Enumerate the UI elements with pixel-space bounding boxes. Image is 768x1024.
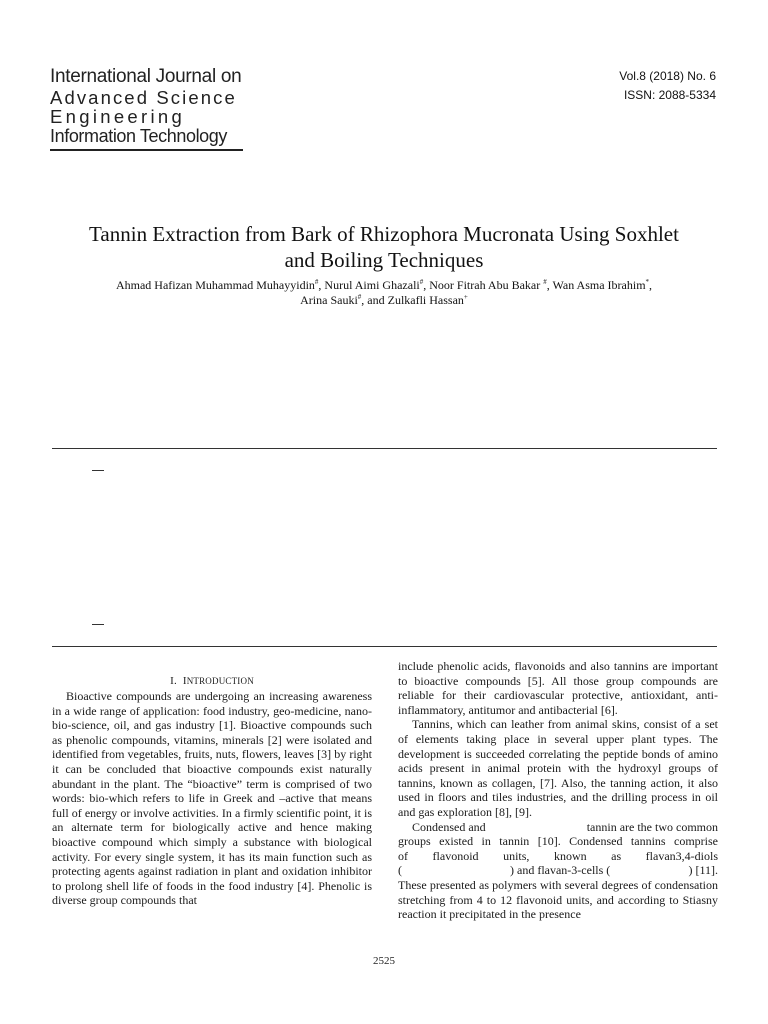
keywords-dash [92, 624, 104, 625]
left-column [52, 689, 372, 908]
right-column [398, 659, 718, 922]
author-name: Arina Sauki [300, 293, 358, 307]
journal-name-line4: Information Technology [50, 126, 227, 146]
title-line-2: and Boiling Techniques [284, 248, 484, 272]
section-heading-introduction [52, 675, 372, 687]
affiliation-mark: * [645, 278, 650, 286]
affiliation-mark: # [357, 293, 362, 301]
affiliation-mark: # [314, 278, 319, 286]
volume-info [619, 67, 716, 105]
journal-name-line2: Advanced Science [50, 87, 237, 108]
journal-logo [50, 66, 243, 151]
issn-label: ISSN: 2088-5334 [623, 88, 716, 102]
abstract-top-rule [52, 448, 717, 449]
intro-paragraph: Bioactive compounds are undergoing an increasing awareness in a wide range of application: food industry, geo-medicine, nano-bio-science, oil, and gas industry [1]. Bioactive compounds such as phenolic compounds, vitamins, minerals [2] were isolated and identified from vegetables, fruits, nuts, flowers, leaves [3] by right it can be concluded that bioactive compounds exist naturally abundant in the plant. The “bioactive” term is comprised of two words: bio-which refers to life in Greek and –active that means full of energy or involve activities. In a firmly scientific point, it is an alternate term for biologically active and hence making bioactive compound which simply a substance with biological activity. For every single system, it has its main function such as protecting agents against radiation in plant and oxidation inhibitor to prolong shell life of foods in the food industry [4]. Phenolic is diverse group compounds that [52, 689, 372, 908]
author-line-1 [40, 278, 728, 293]
journal-name-line3: Engineering [50, 106, 186, 127]
affiliation-mark: # [543, 278, 547, 286]
tannins-paragraph: Tannins, which can leather from animal skins, consist of a set of elements taking place in several upper plant types. The development is succeeded correlating the peptide bonds of amino acids present in animal protein with the hydroxyl groups of tannins, known as collagen, [7]. Also, the tanning action, it also used in floors and tiles industries, and the drilling process in oil and gas exploration [8], [9]. [398, 717, 718, 819]
author-name: , and Zulkafli Hassan [361, 293, 464, 307]
condensed-tannin-paragraph [398, 820, 718, 922]
logo-underline [50, 149, 243, 151]
page-number: 2525 [373, 955, 395, 967]
abstract-bottom-rule [52, 646, 717, 647]
section-title-rest: NTRODUCTION [186, 676, 254, 686]
author-name: Ahmad Hafizan Muhammad Muhayyidin [115, 278, 315, 292]
spaced-line: of flavonoid units, known as flavan3,4-diols [398, 848, 718, 863]
title-line-1: Tannin Extraction from Bark of Rhizophora Mucronata Using Soxhlet [89, 222, 679, 246]
paper-title [40, 221, 728, 273]
paragraph-continued: include phenolic acids, flavonoids and also tannins are important to bioactive compounds [5]. All those group compounds are reliable for their cardiovascular protective, antioxidant, anti-inflammatory, antitumor and antibacterial [6]. [398, 659, 718, 717]
paragraph-rest: These presented as polymers with several degrees of condensation stretching from 4 to 12 flavonoid units, and according to Stiasny reaction it precipitated in the presence [398, 877, 718, 922]
volume-label: Vol.8 (2018) No. 6 [619, 69, 716, 83]
author-name: , Nurul Aimi Ghazali [318, 278, 420, 292]
affiliation-mark: # [419, 278, 424, 286]
author-line-2 [40, 293, 728, 308]
affiliation-mark: + [463, 293, 468, 301]
gap-line-2: ( ) and flavan-3-cells ( ) [11]. [398, 863, 718, 878]
paragraph-line: groups existed in tannin [10]. Condensed tannins comprise [398, 834, 718, 849]
abstract-dash [92, 470, 104, 471]
section-title-initial: I [182, 675, 187, 687]
section-number: I. [170, 675, 177, 687]
author-name: , Wan Asma Ibrahim [546, 278, 646, 292]
author-name: , Noor Fitrah Abu Bakar [423, 278, 544, 292]
author-list [40, 278, 728, 308]
gap-line-1: Condensed and tannin are the two common [412, 819, 718, 834]
journal-name-line1: International Journal on [50, 66, 242, 87]
author-separator: , [649, 278, 653, 292]
